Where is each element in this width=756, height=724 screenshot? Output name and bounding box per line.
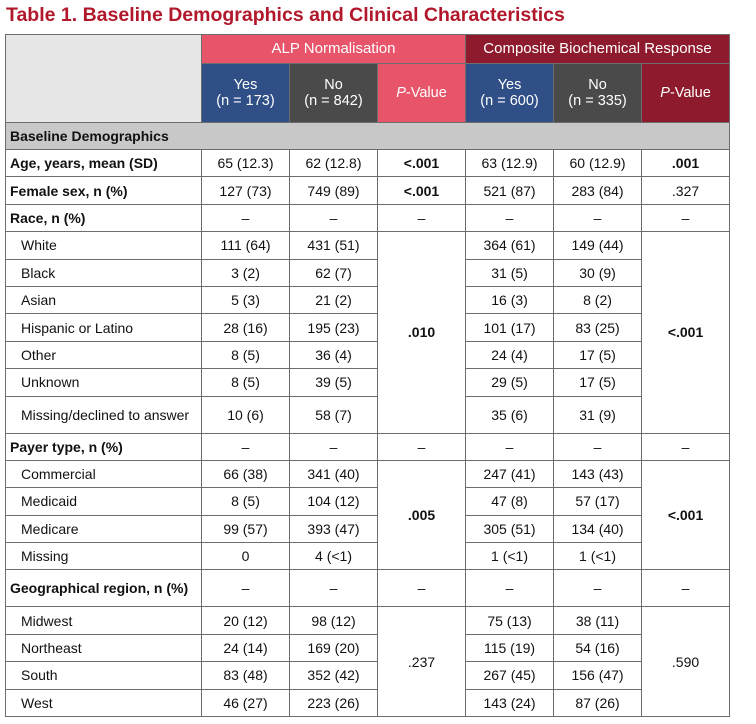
table-cell: 341 (40) — [290, 460, 378, 487]
table-cell: – — [466, 570, 554, 607]
header-alp-no: No (n = 842) — [290, 64, 378, 123]
table-row — [6, 341, 730, 368]
table-cell: 39 (5) — [290, 369, 378, 396]
table-row — [6, 150, 730, 177]
table-cell: 431 (51) — [290, 232, 378, 259]
table-cell: 364 (61) — [466, 232, 554, 259]
row-label: Geographical region, n (%) — [6, 570, 202, 607]
table-row — [6, 286, 730, 313]
table-cell: 10 (6) — [202, 396, 290, 433]
table-cell: 66 (38) — [202, 460, 290, 487]
table-cell: 28 (16) — [202, 314, 290, 341]
table-row — [6, 662, 730, 689]
table-cell: 62 (12.8) — [290, 150, 378, 177]
table-cell: 31 (5) — [466, 259, 554, 286]
table-cell: 134 (40) — [554, 515, 642, 542]
table-cell: 47 (8) — [466, 488, 554, 515]
header-cbr-yes: Yes (n = 600) — [466, 64, 554, 123]
demographics-table — [5, 34, 730, 717]
row-label: Medicaid — [6, 488, 202, 515]
p-value-cell: .001 — [642, 150, 730, 177]
group-header-alp: ALP Normalisation — [202, 35, 466, 64]
header-alp-pvalue: P-Value — [378, 64, 466, 123]
row-label: Medicare — [6, 515, 202, 542]
table-cell: 143 (24) — [466, 689, 554, 716]
table-cell: 1 (<1) — [554, 543, 642, 570]
row-label: Asian — [6, 286, 202, 313]
header-alp-yes: Yes (n = 173) — [202, 64, 290, 123]
table-cell: 54 (16) — [554, 634, 642, 661]
table-cell: 195 (23) — [290, 314, 378, 341]
row-label: Missing/declined to answer — [6, 396, 202, 433]
table-row — [6, 689, 730, 716]
table-cell: 24 (4) — [466, 341, 554, 368]
table-cell: 247 (41) — [466, 460, 554, 487]
table-cell: 98 (12) — [290, 607, 378, 634]
table-cell: 38 (11) — [554, 607, 642, 634]
p-value-cell: .010 — [378, 232, 466, 433]
section-header: Baseline Demographics — [6, 123, 730, 150]
table-cell: 521 (87) — [466, 177, 554, 204]
row-label: Northeast — [6, 634, 202, 661]
row-label: Payer type, n (%) — [6, 433, 202, 460]
table-cell: – — [554, 204, 642, 231]
p-value-cell: <.001 — [378, 150, 466, 177]
table-cell: 17 (5) — [554, 341, 642, 368]
table-cell: 75 (13) — [466, 607, 554, 634]
table-cell: 30 (9) — [554, 259, 642, 286]
table-cell: 4 (<1) — [290, 543, 378, 570]
table-row — [6, 570, 730, 607]
table-cell: 143 (43) — [554, 460, 642, 487]
p-value-cell: <.001 — [378, 177, 466, 204]
table-row — [6, 177, 730, 204]
table-cell: 352 (42) — [290, 662, 378, 689]
table-cell: – — [202, 204, 290, 231]
table-cell: 83 (48) — [202, 662, 290, 689]
table-cell: 8 (5) — [202, 369, 290, 396]
table-cell: 8 (5) — [202, 488, 290, 515]
table-row — [6, 259, 730, 286]
table-cell: 99 (57) — [202, 515, 290, 542]
table-cell: 17 (5) — [554, 369, 642, 396]
table-cell: 8 (2) — [554, 286, 642, 313]
table-cell: – — [466, 204, 554, 231]
table-row — [6, 369, 730, 396]
table-cell: – — [554, 570, 642, 607]
table-cell: – — [202, 570, 290, 607]
table-title: Table 1. Baseline Demographics and Clinical Characteristics — [6, 4, 565, 26]
table-cell: 267 (45) — [466, 662, 554, 689]
table-cell: 31 (9) — [554, 396, 642, 433]
p-value-cell: .327 — [642, 177, 730, 204]
table-cell: 16 (3) — [466, 286, 554, 313]
table-cell: 5 (3) — [202, 286, 290, 313]
header-cbr-pvalue: P-Value — [642, 64, 730, 123]
table-cell: 29 (5) — [466, 369, 554, 396]
table-row — [6, 460, 730, 487]
row-label: Commercial — [6, 460, 202, 487]
table-cell: 20 (12) — [202, 607, 290, 634]
header-cbr-no: No (n = 335) — [554, 64, 642, 123]
table-row — [6, 232, 730, 259]
table-cell: – — [642, 433, 730, 460]
group-header-cbr: Composite Biochemical Response — [466, 35, 730, 64]
table-cell: – — [202, 433, 290, 460]
table-row — [6, 204, 730, 231]
table-cell: 305 (51) — [466, 515, 554, 542]
row-label: Other — [6, 341, 202, 368]
table-row — [6, 433, 730, 460]
table-cell: 36 (4) — [290, 341, 378, 368]
table-row — [6, 607, 730, 634]
table-cell: – — [290, 433, 378, 460]
table-cell: – — [642, 570, 730, 607]
row-label: South — [6, 662, 202, 689]
table-cell: 24 (14) — [202, 634, 290, 661]
table-cell: 393 (47) — [290, 515, 378, 542]
p-value-cell: <.001 — [642, 232, 730, 433]
table-cell: 21 (2) — [290, 286, 378, 313]
table-cell: 149 (44) — [554, 232, 642, 259]
row-label: Hispanic or Latino — [6, 314, 202, 341]
table-cell: 60 (12.9) — [554, 150, 642, 177]
row-label: Age, years, mean (SD) — [6, 150, 202, 177]
table-cell: – — [378, 204, 466, 231]
table-cell: 0 — [202, 543, 290, 570]
p-value-cell: .237 — [378, 607, 466, 717]
table-cell: 223 (26) — [290, 689, 378, 716]
table-cell: 83 (25) — [554, 314, 642, 341]
table-cell: 46 (27) — [202, 689, 290, 716]
table-row — [6, 488, 730, 515]
table-cell: – — [290, 204, 378, 231]
row-label: Unknown — [6, 369, 202, 396]
table-cell: 1 (<1) — [466, 543, 554, 570]
table-cell: 57 (17) — [554, 488, 642, 515]
row-label: Missing — [6, 543, 202, 570]
table-cell: 127 (73) — [202, 177, 290, 204]
table-cell: – — [378, 570, 466, 607]
table-cell: – — [466, 433, 554, 460]
table-cell: 62 (7) — [290, 259, 378, 286]
table-cell: 101 (17) — [466, 314, 554, 341]
p-value-cell: .590 — [642, 607, 730, 717]
table-row — [6, 543, 730, 570]
table-cell: 115 (19) — [466, 634, 554, 661]
table-cell: 35 (6) — [466, 396, 554, 433]
table-cell: – — [378, 433, 466, 460]
row-label: Midwest — [6, 607, 202, 634]
row-label: West — [6, 689, 202, 716]
header-corner — [6, 35, 202, 123]
table-row — [6, 396, 730, 433]
table-cell: – — [554, 433, 642, 460]
table-cell: 65 (12.3) — [202, 150, 290, 177]
table-cell: – — [642, 204, 730, 231]
table-row — [6, 634, 730, 661]
table-cell: 87 (26) — [554, 689, 642, 716]
table-cell: – — [290, 570, 378, 607]
table-cell: 156 (47) — [554, 662, 642, 689]
table-cell: 63 (12.9) — [466, 150, 554, 177]
table-row — [6, 314, 730, 341]
table-cell: 104 (12) — [290, 488, 378, 515]
table-cell: 8 (5) — [202, 341, 290, 368]
table-cell: 111 (64) — [202, 232, 290, 259]
table-cell: 169 (20) — [290, 634, 378, 661]
table-cell: 283 (84) — [554, 177, 642, 204]
table-cell: 58 (7) — [290, 396, 378, 433]
row-label: Race, n (%) — [6, 204, 202, 231]
table-row — [6, 515, 730, 542]
row-label: Black — [6, 259, 202, 286]
p-value-cell: .005 — [378, 460, 466, 570]
table-cell: 749 (89) — [290, 177, 378, 204]
row-label: Female sex, n (%) — [6, 177, 202, 204]
p-value-cell: <.001 — [642, 460, 730, 570]
row-label: White — [6, 232, 202, 259]
table-cell: 3 (2) — [202, 259, 290, 286]
